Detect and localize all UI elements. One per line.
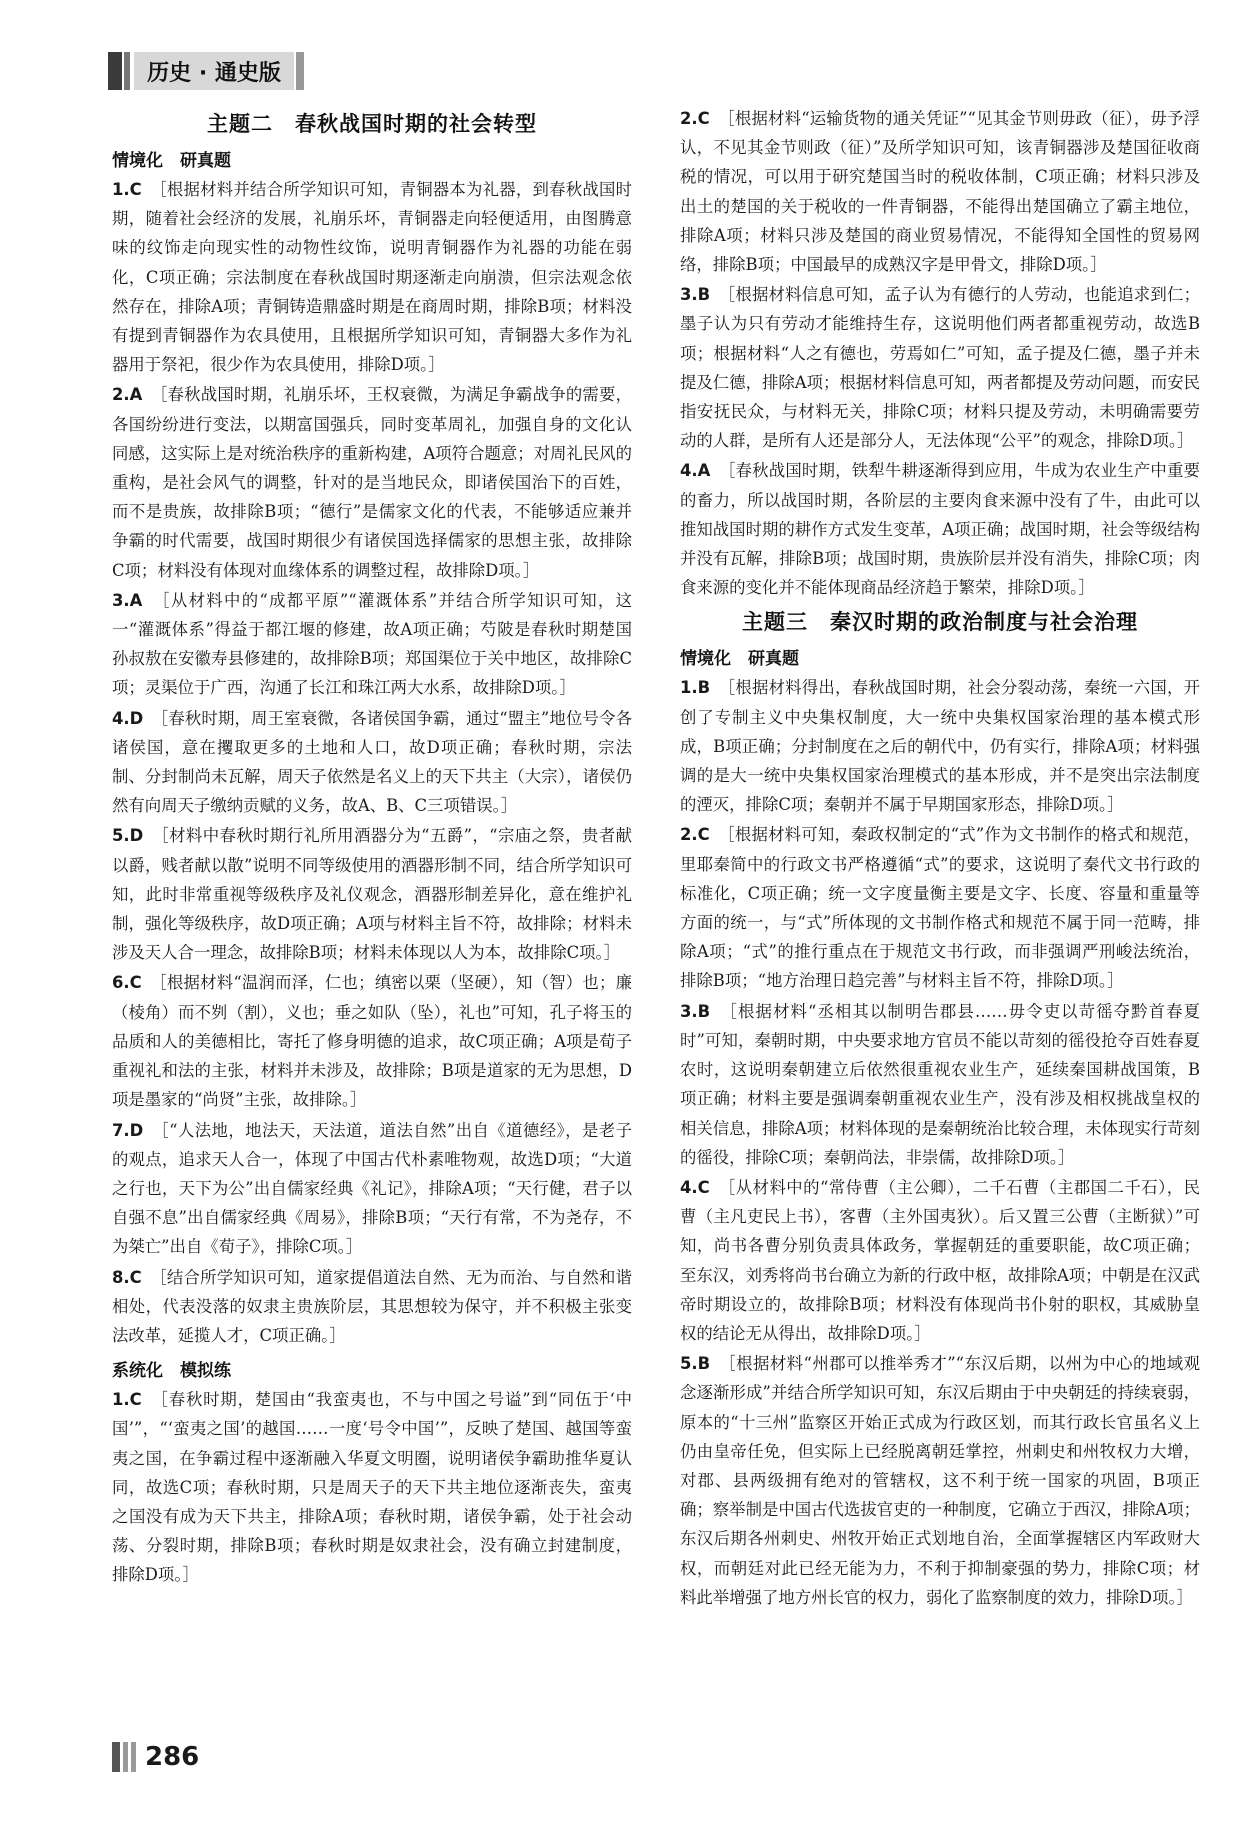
answer-item xyxy=(680,104,1200,279)
answer-explanation: ［根据材料“运输货物的通关凭证”“见其金节则毋政（征），毋予浮认，不见其金节则政（征）”及所学知识可知，该青铜器涉及楚国征收商税的情况，可以用于研究楚国当时的税收体制，C项正确；材料只涉及出土的楚国的关于税收的一件青铜器，不能得出楚国确立了霸主地位，排除A项；材料只涉及楚国的商业贸易情况，不能得知全国性的贸易网络，排除B项；中国最早的成熟汉字是甲骨文，排除D项。］ xyxy=(680,109,1200,275)
answer-item xyxy=(112,968,632,1114)
answer-item xyxy=(680,280,1200,455)
left-column xyxy=(112,104,632,1591)
page-bar xyxy=(112,1742,120,1772)
answer-number: 3.B xyxy=(680,1001,711,1021)
page-number-box xyxy=(112,1742,199,1772)
answer-number: 5.B xyxy=(680,1354,711,1374)
answer-explanation: ［从材料中的“成都平原”“灌溉体系”并结合所学知识可知，这一“灌溉体系”得益于都江堰的修建，故A项正确；芍陂是春秋时期楚国孙叔敖在安徽寿县修建的，故排除B项；郑国渠位于关中地区，故排除C项；灵渠位于广西，沟通了长江和珠江两大水系，故排除D项。］ xyxy=(112,590,632,698)
header-bar-light xyxy=(124,52,130,90)
answer-number: 1.B xyxy=(680,678,711,698)
answer-list xyxy=(112,175,632,1350)
answer-list xyxy=(680,104,1200,602)
answer-number: 8.C xyxy=(112,1267,142,1287)
answer-item xyxy=(680,1173,1200,1348)
answer-item xyxy=(112,380,632,584)
answer-number: 5.D xyxy=(112,826,144,846)
answer-explanation: ［“人法地，地法天，天法道，道法自然”出自《道德经》，是老子的观点，追求天人合一，体现了中国古代朴素唯物观，故选D项；“大道之行也，天下为公”出自儒家经典《礼记》，排除A项；“天行健，君子以自强不息”出自儒家经典《周易》，排除B项；“天行有常，不为尧存，不为桀亡”出自《荀子》，排除C项。］ xyxy=(112,1120,632,1257)
answer-explanation: ［根据材料“州郡可以推举秀才”“东汉后期，以州为中心的地域观念逐渐形成”并结合所学知识可知，东汉后期由于中央朝廷的持续衰弱，原本的“十三州”监察区开始正式成为行政区划，而其行政长官虽名义上仍由皇帝任免，但实际上已经脱离朝廷掌控，州刺史和州牧权力大增，对郡、县两级拥有绝对的管辖权，这不利于统一国家的巩固，B项正确；察举制是中国古代选拔官吏的一种制度，它确立于西汉，排除A项；东汉后期各州刺史、州牧开始正式划地自治，全面掌握辖区内军政财大权，而朝廷对此已经无能为力，不利于抑制豪强的势力，排除C项；材料此举增强了地方州长官的权力，弱化了监察制度的效力，排除D项。］ xyxy=(680,1354,1201,1607)
page-bar xyxy=(131,1742,136,1772)
book-label: 历史 · 通史版 xyxy=(134,52,294,90)
header-bar-dark xyxy=(108,52,122,90)
topic-title: 主题二 春秋战国时期的社会转型 xyxy=(207,112,537,136)
answer-explanation: ［春秋战国时期，礼崩乐坏，王权衰微，为满足争霸战争的需要，各国纷纷进行变法，以期富国强兵，同时变革周礼，加强自身的文化认同感，这实际上是对统治秩序的重新构建，A项符合题意；对周礼民风的重构，是社会风气的调整，针对的是当地民众，即诸侯国治下的百姓，而不是贵族，故排除B项；“德行”是儒家文化的代表，不能够适应兼并争霸的时代需要，战国时期很少有诸侯国选择儒家的思想主张，故排除C项；材料没有体现对血缘体系的调整过程，故排除D项。］ xyxy=(112,385,632,580)
answer-explanation: ［春秋战国时期，铁犁牛耕逐渐得到应用，牛成为农业生产中重要的畜力，所以战国时期，各阶层的主要肉食来源中没有了牛，由此可以推知战国时期的耕作方式发生变革，A项正确；战国时期，社会等级结构并没有瓦解，排除B项；战国时期，贵族阶层并没有消失，排除C项；肉食来源的变化并不能体现商品经济趋于繁荣，排除D项。］ xyxy=(680,461,1200,598)
answer-number: 4.A xyxy=(680,461,711,481)
answer-item xyxy=(680,456,1200,602)
answer-explanation: ［春秋时期，楚国由“我蛮夷也，不与中国之号谥”到“同伍于‘中国’”，“‘蛮夷之国’的越国……一度‘号令中国’”，反映了楚国、越国等蛮夷之国，在争霸过程中逐渐融入华夏文明圈，说明诸侯争霸助推华夏认同，故选C项；春秋时期，只是周天子的天下共主地位逐渐丧失，蛮夷之国没有成为天下共主，排除A项；春秋时期，诸侯争霸，处于社会动荡、分裂时期，排除B项；春秋时期是奴隶社会，没有确立封建制度，排除D项。］ xyxy=(112,1390,632,1585)
answer-list xyxy=(112,1385,632,1589)
answer-item xyxy=(112,586,632,703)
section-heading: 情境化 研真题 xyxy=(680,649,799,670)
page-bar xyxy=(123,1742,128,1772)
answer-item xyxy=(112,821,632,967)
answer-explanation: ［从材料中的“常侍曹（主公卿），二千石曹（主郡国二千石），民曹（主凡吏民上书），客曹（主外国夷狄）。后又置三公曹（主断狱）”可知，尚书各曹分别负责具体政务，掌握朝廷的重要职能，故C项正确；至东汉，刘秀将尚书台确立为新的行政中枢，故排除A项；中朝是在汉武帝时期设立的，故排除B项；材料没有体现尚书仆射的职权，其威胁皇权的结论无从得出，故排除D项。］ xyxy=(680,1177,1201,1343)
header-tail-bar xyxy=(296,52,304,90)
answer-number: 3.A xyxy=(112,590,143,610)
answer-item xyxy=(112,1263,632,1351)
answer-item xyxy=(112,1385,632,1589)
answer-number: 3.B xyxy=(680,285,711,305)
answer-explanation: ［材料中春秋时期行礼所用酒器分为“五爵”，“宗庙之祭，贵者献以爵，贱者献以散”说明不同等级使用的酒器形制不同，结合所学知识可知，此时非常重视等级秩序及礼仪观念，酒器形制差异化，意在维护礼制，强化等级秩序，故D项正确；A项与材料主旨不符，故排除；材料未涉及天人合一理念，故排除B项；材料未体现以人为本，故排除C项。］ xyxy=(112,826,633,963)
answer-explanation: ［根据材料得出，春秋战国时期，社会分裂动荡，秦统一六国，开创了专制主义中央集权制度，大一统中央集权国家治理的基本模式形成，B项正确；分封制度在之后的朝代中，仍有实行，排除A项；材料强调的是大一统中央集权国家治理模式的基本形成，并不是突出宗法制度的湮灭，排除C项；秦朝并不属于早期国家形态，排除D项。］ xyxy=(680,678,1201,815)
page-number: 286 xyxy=(145,1742,200,1772)
answer-item xyxy=(680,820,1200,995)
section-heading: 系统化 模拟练 xyxy=(112,1361,231,1382)
answer-item xyxy=(112,175,632,379)
answer-explanation: ［结合所学知识可知，道家提倡道法自然、无为而治、与自然和谐相处，代表没落的奴隶主贵族阶层，其思想较为保守，并不积极主张变法改革，延揽人才，C项正确。］ xyxy=(112,1267,632,1345)
answer-number: 1.C xyxy=(112,1390,142,1410)
answer-explanation: ［根据材料并结合所学知识可知，青铜器本为礼器，到春秋战国时期，随着社会经济的发展，礼崩乐坏，青铜器走向轻便适用，由图腾意味的纹饰走向现实性的动物性纹饰，说明青铜器作为礼器的功能在弱化，C项正确；宗法制度在春秋战国时期逐渐走向崩溃，但宗法观念依然存在，排除A项；青铜铸造鼎盛时期是在商周时期，排除B项；材料没有提到青铜器作为农具使用，且根据所学知识可知，青铜器大多作为礼器用于祭祀，很少作为农具使用，排除D项。］ xyxy=(112,180,632,375)
answer-item xyxy=(680,1349,1200,1612)
answer-number: 1.C xyxy=(112,180,142,199)
answer-item xyxy=(112,704,632,821)
answer-number: 2.A xyxy=(112,385,143,405)
answer-item xyxy=(112,1116,632,1262)
answer-explanation: ［春秋时期，周王室衰微，各诸侯国争霸，通过“盟主”地位号令各诸侯国，意在攫取更多的土地和人口，故D项正确；春秋时期，宗法制、分封制尚未瓦解，周天子依然是名义上的天下共主（大宗），诸侯仍然有向周天子缴纳贡赋的义务，故A、B、C三项错误。］ xyxy=(112,708,633,816)
answer-list xyxy=(680,673,1200,1612)
section-heading: 情境化 研真题 xyxy=(112,151,231,171)
answer-explanation: ［根据材料可知，秦政权制定的“式”作为文书制作的格式和规范，里耶秦简中的行政文书严格遵循“式”的要求，这说明了秦代文书行政的标准化，C项正确；统一文字度量衡主要是文字、长度、容量和重量等方面的统一，与“式”所体现的文书制作格式和规范不属于同一范畴，排除A项；“式”的推行重点在于规范文书行政，而非强调严刑峻法统治，排除B项；“地方治理日趋完善”与材料主旨不符，排除D项。］ xyxy=(680,825,1201,991)
right-column xyxy=(680,104,1200,1613)
answer-number: 2.C xyxy=(680,109,710,128)
topic-title: 主题三 秦汉时期的政治制度与社会治理 xyxy=(742,610,1138,635)
answer-number: 4.C xyxy=(680,1177,710,1197)
answer-number: 7.D xyxy=(112,1120,144,1140)
answer-item xyxy=(680,673,1200,819)
answer-number: 4.D xyxy=(112,708,144,728)
book-header-tab xyxy=(108,52,304,90)
answer-explanation: ［根据材料“丞相其以制明告郡县……毋令吏以苛徭夺黔首春夏时”可知，秦朝时期，中央要求地方官员不能以苛刻的徭役抢夺百姓春夏农时，这说明秦朝建立后依然很重视农业生产，延续秦国耕战国策，B项正确；材料主要是强调秦朝重视农业生产，没有涉及相权挑战皇权的相关信息，排除A项；材料体现的是秦朝统治比较合理，未体现实行苛刻的徭役，排除C项；秦朝尚法，非崇儒，故排除D项。］ xyxy=(680,1001,1200,1167)
answer-item xyxy=(680,997,1200,1172)
answer-number: 2.C xyxy=(680,825,710,845)
answer-explanation: ［根据材料信息可知，孟子认为有德行的人劳动，也能追求到仁；墨子认为只有劳动才能维持生存，这说明他们两者都重视劳动，故选B项；根据材料“人之有德也，劳焉如仁”可知，孟子提及仁德，墨子并未提及仁德，排除A项；根据材料信息可知，两者都提及劳动问题，而安民指安抚民众，与材料无关，排除C项；材料只提及劳动，未明确需要劳动的人群，是所有人还是部分人，无法体现“公平”的观念，排除D项。］ xyxy=(680,285,1201,451)
answer-explanation: ［根据材料“温润而泽，仁也；缜密以栗（坚硬），知（智）也；廉（棱角）而不刿（割），义也；垂之如队（坠），礼也”可知，孔子将玉的品质和人的美德相比，寄托了修身明德的追求，故C项正确；A项是荀子重视礼和法的主张，材料并未涉及，故排除；B项是道家的无为思想，D项是墨家的“尚贤”主张，故排除。］ xyxy=(112,973,633,1110)
answer-number: 6.C xyxy=(112,973,142,993)
